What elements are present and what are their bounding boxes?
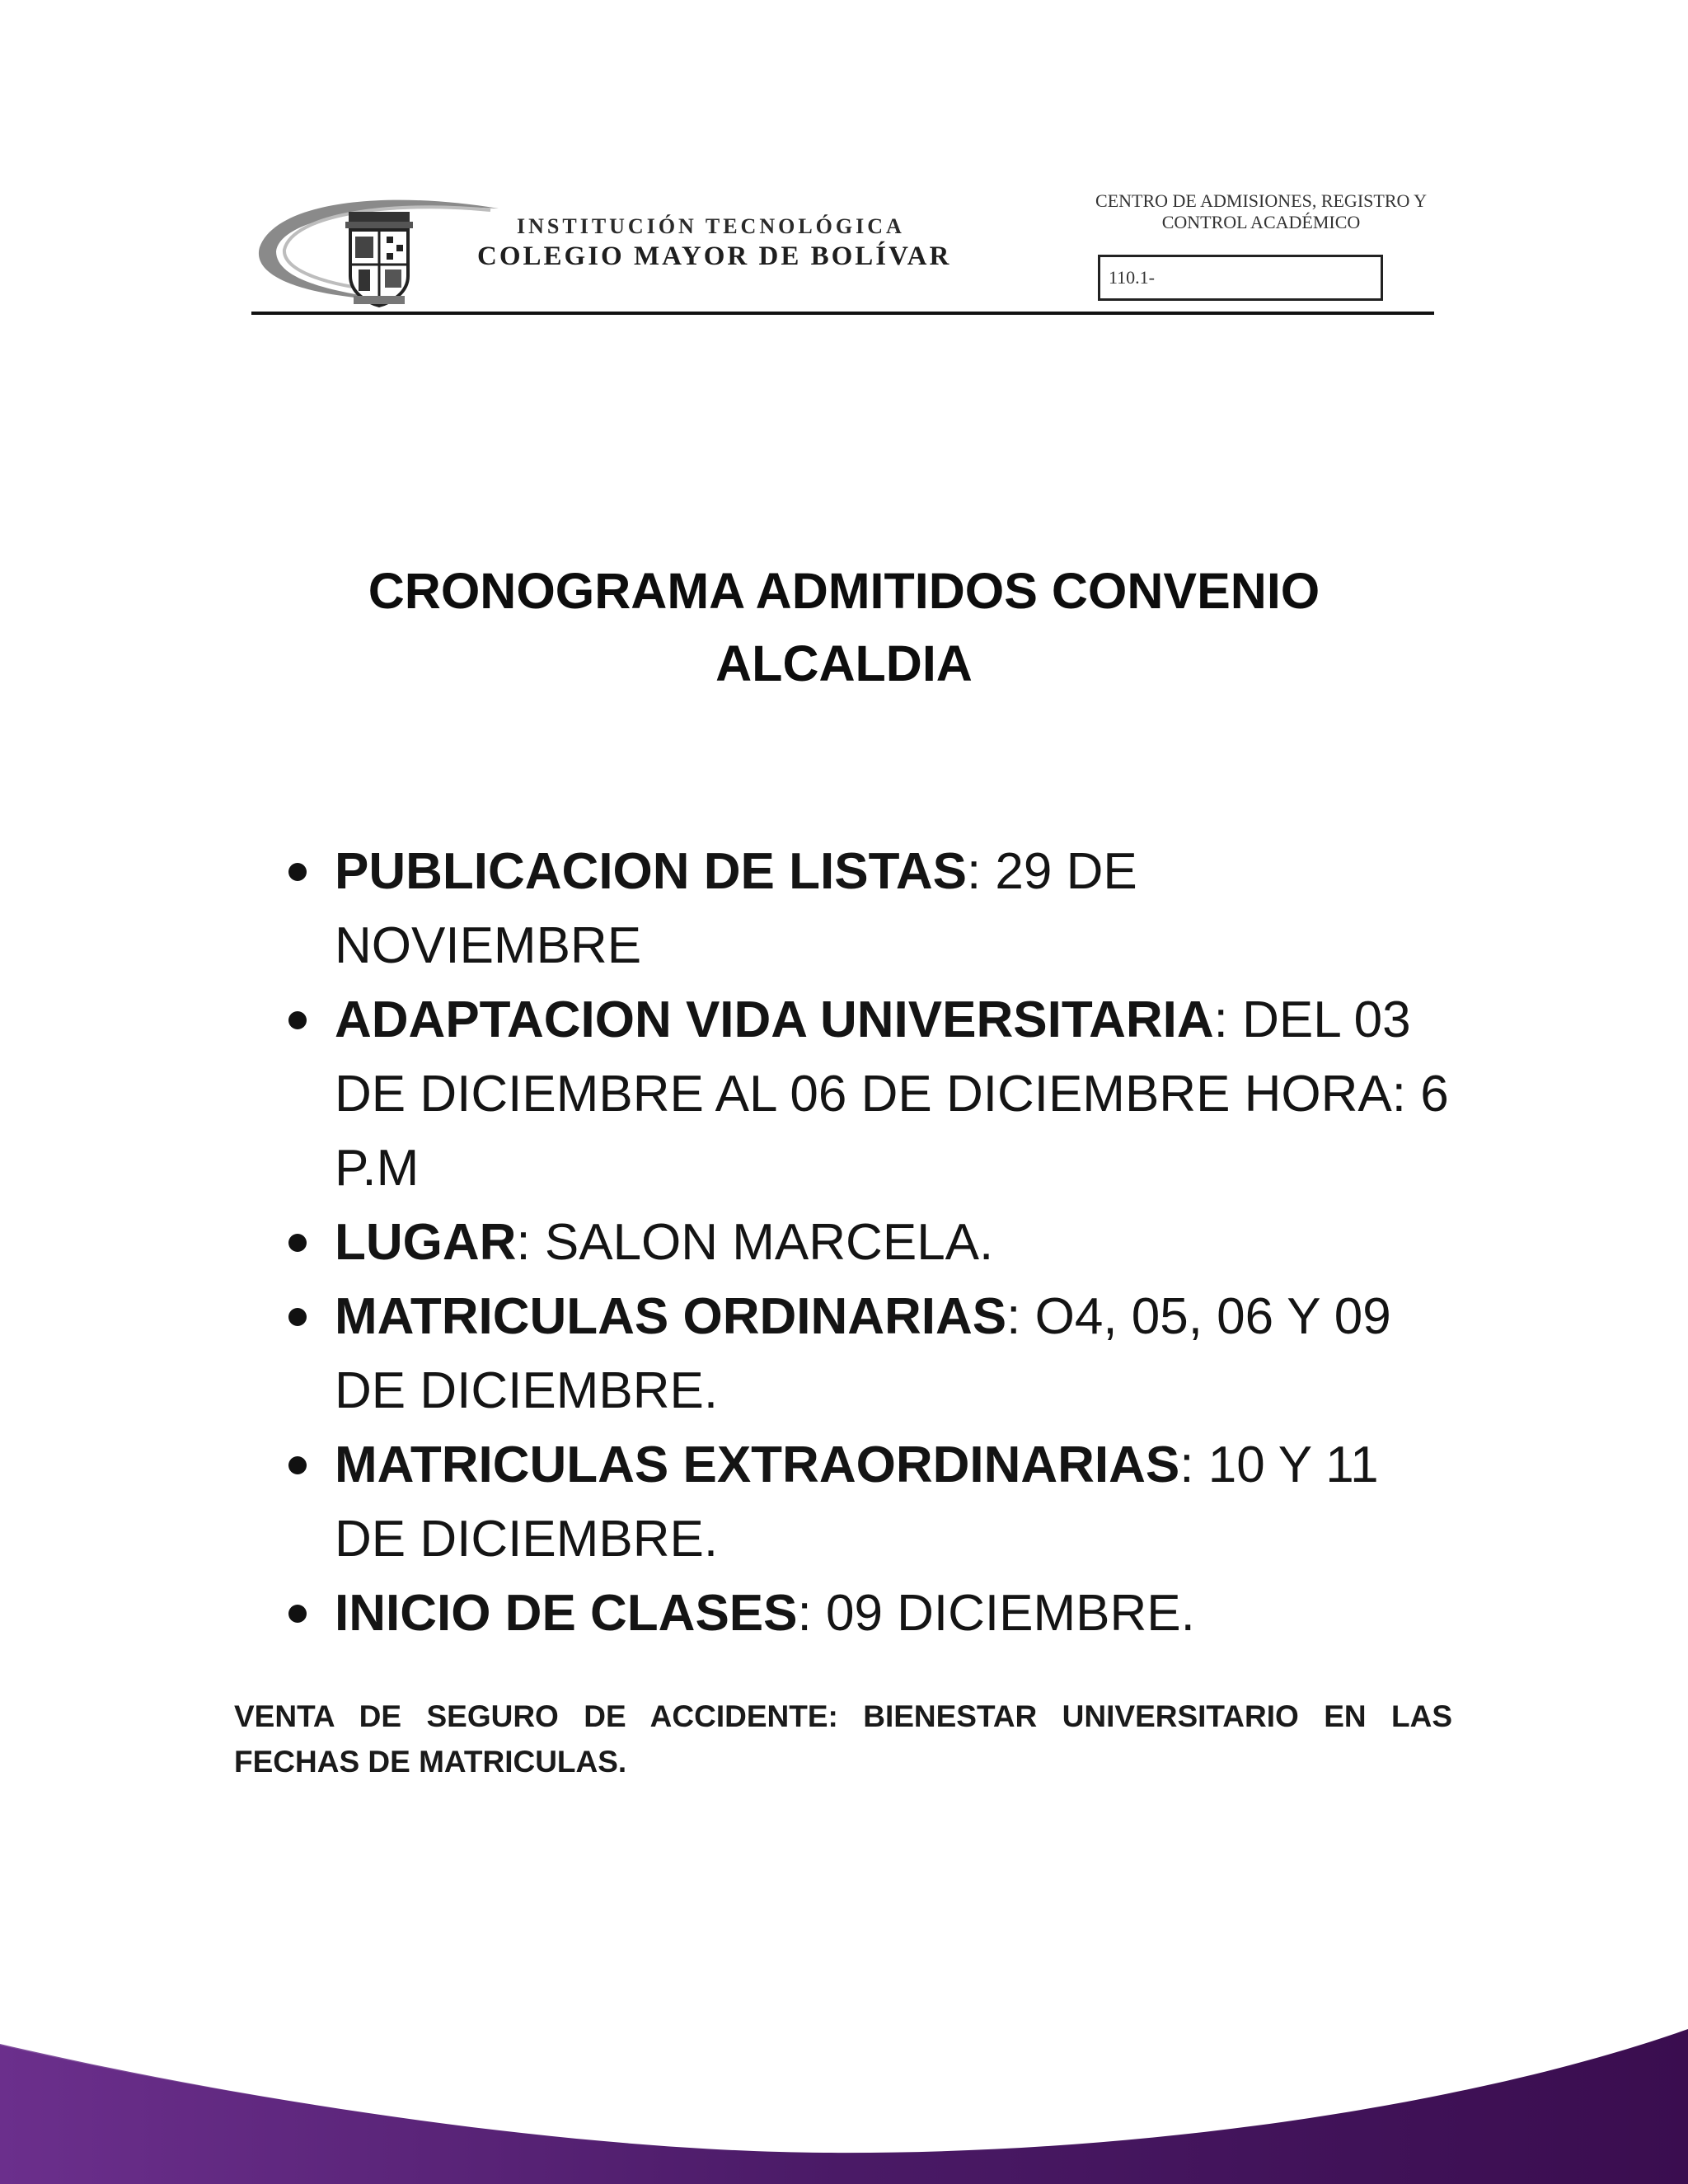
schedule-list: [287, 835, 1449, 1651]
insurance-note: VENTA DE SEGURO DE ACCIDENTE: BIENESTAR UNIVERSITARIO EN LAS FECHAS DE MATRICULAS.: [234, 1699, 1452, 1779]
bullet-icon: [288, 1605, 307, 1623]
schedule-item-key: PUBLICACION DE LISTAS: [335, 843, 967, 900]
schedule-item-value: : O4, 05, 06 Y 09 DE DICIEMBRE.: [335, 1288, 1391, 1419]
page-title-line2: ALCALDIA: [715, 635, 973, 691]
schedule-item-lugar: [287, 1206, 1449, 1280]
schedule-item-value: : DEL 03 DE DICIEMBRE AL 06 DE DICIEMBRE HORA: 6 P.M: [335, 991, 1449, 1197]
institution-name-line1: INSTITUCIÓN TECNOLÓGICA: [517, 214, 905, 238]
schedule-item-key: MATRICULAS EXTRAORDINARIAS: [335, 1436, 1180, 1493]
institution-name-line2: COLEGIO MAYOR DE BOLÍVAR: [477, 241, 952, 271]
schedule-item-key: ADAPTACION VIDA UNIVERSITARIA: [335, 991, 1214, 1048]
document-code-box: [1098, 255, 1383, 301]
schedule-item-value: : 09 DICIEMBRE.: [797, 1585, 1195, 1642]
schedule-item-value: : 10 Y 11 DE DICIEMBRE.: [335, 1436, 1379, 1568]
schedule-item-key: INICIO DE CLASES: [335, 1585, 798, 1642]
schedule-item-matriculas-extraordinarias: [287, 1428, 1449, 1577]
bullet-icon: [288, 1308, 307, 1326]
document-code: 110.1-: [1109, 267, 1156, 288]
crest-icon: [342, 210, 416, 307]
schedule-item-matriculas-ordinarias: [287, 1280, 1449, 1428]
schedule-item-value: : SALON MARCELA.: [516, 1214, 994, 1271]
bullet-icon: [288, 1011, 307, 1029]
admissions-center-title: [1039, 190, 1484, 233]
bullet-icon: [288, 1234, 307, 1252]
bullet-icon: [288, 863, 307, 881]
footer-decorative-wave: [0, 2011, 1688, 2184]
page-title: [247, 555, 1441, 700]
schedule-item-inicio-clases: [287, 1577, 1449, 1651]
schedule-item-adaptacion: [287, 983, 1449, 1206]
schedule-item-value: : 29 DE NOVIEMBRE: [335, 843, 1137, 974]
admissions-center-line2: CONTROL ACADÉMICO: [1161, 212, 1361, 232]
page-title-line1: CRONOGRAMA ADMITIDOS CONVENIO: [368, 563, 1320, 619]
header-divider: [251, 312, 1434, 315]
bullet-icon: [288, 1456, 307, 1474]
admissions-center-line1: CENTRO DE ADMISIONES, REGISTRO Y: [1095, 190, 1427, 211]
schedule-item-publicacion: [287, 835, 1449, 983]
document-header: [251, 185, 1434, 317]
schedule-item-key: LUGAR: [335, 1214, 517, 1271]
schedule-item-key: MATRICULAS ORDINARIAS: [335, 1288, 1007, 1345]
